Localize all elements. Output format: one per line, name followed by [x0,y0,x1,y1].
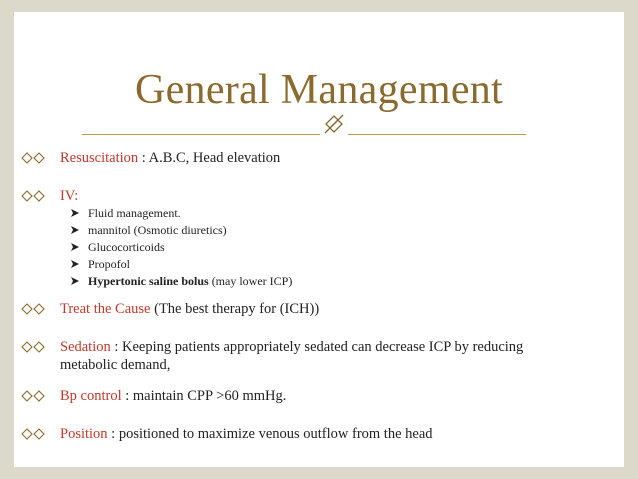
bullet-icon [20,340,46,354]
bullet-icon [20,427,46,441]
bullet-iv [20,187,605,205]
bullet-key: Resuscitation [60,150,139,166]
slide-title: General Management [134,67,504,113]
bullet-key: Sedation [60,339,111,355]
bullet-key: Position [60,426,108,442]
ornament-icon [322,112,346,136]
iv-item [70,273,292,290]
arrow-bullet-icon [70,208,80,218]
bullet-position [20,425,605,443]
bullet-icon [20,302,46,316]
bullet-bp-control [20,387,605,405]
title-rule-right [348,134,526,135]
iv-item-text: (may lower ICP) [208,274,293,288]
iv-item [70,256,130,273]
arrow-bullet-icon [70,242,80,252]
title-rule-left [82,134,320,135]
bullet-text: : Keeping patients appropriately sedated can decrease ICP by reducing [110,339,524,355]
bullet-treat-cause [20,300,605,318]
iv-item-bold: Hypertonic saline bolus [88,274,209,288]
bullet-sedation [20,338,605,374]
bullet-icon [20,151,46,165]
bullet-icon [20,189,46,203]
iv-item-text: Propofol [88,257,130,271]
bullet-text: : maintain CPP >60 mmHg. [121,388,287,404]
iv-item [70,222,227,239]
iv-item [70,205,181,222]
arrow-bullet-icon [70,276,80,286]
bullet-icon [20,389,46,403]
bullet-text: : A.B.C, Head elevation [138,150,281,166]
bullet-key: Treat the Cause [60,301,151,317]
bullet-key: Bp control [60,388,122,404]
bullet-text: (The best therapy for (ICH)) [150,301,320,317]
arrow-bullet-icon [70,225,80,235]
arrow-bullet-icon [70,259,80,269]
iv-item-text: Glucocorticoids [88,240,165,254]
iv-item-text: Fluid management. [88,206,181,220]
iv-item [70,239,165,256]
bullet-resuscitation [20,149,605,167]
bullet-key: IV: [60,188,79,204]
iv-item-text: mannitol (Osmotic diuretics) [88,223,227,237]
bullet-text: : positioned to maximize venous outflow from the head [107,426,433,442]
bullet-text-continued: metabolic demand, [60,357,171,373]
